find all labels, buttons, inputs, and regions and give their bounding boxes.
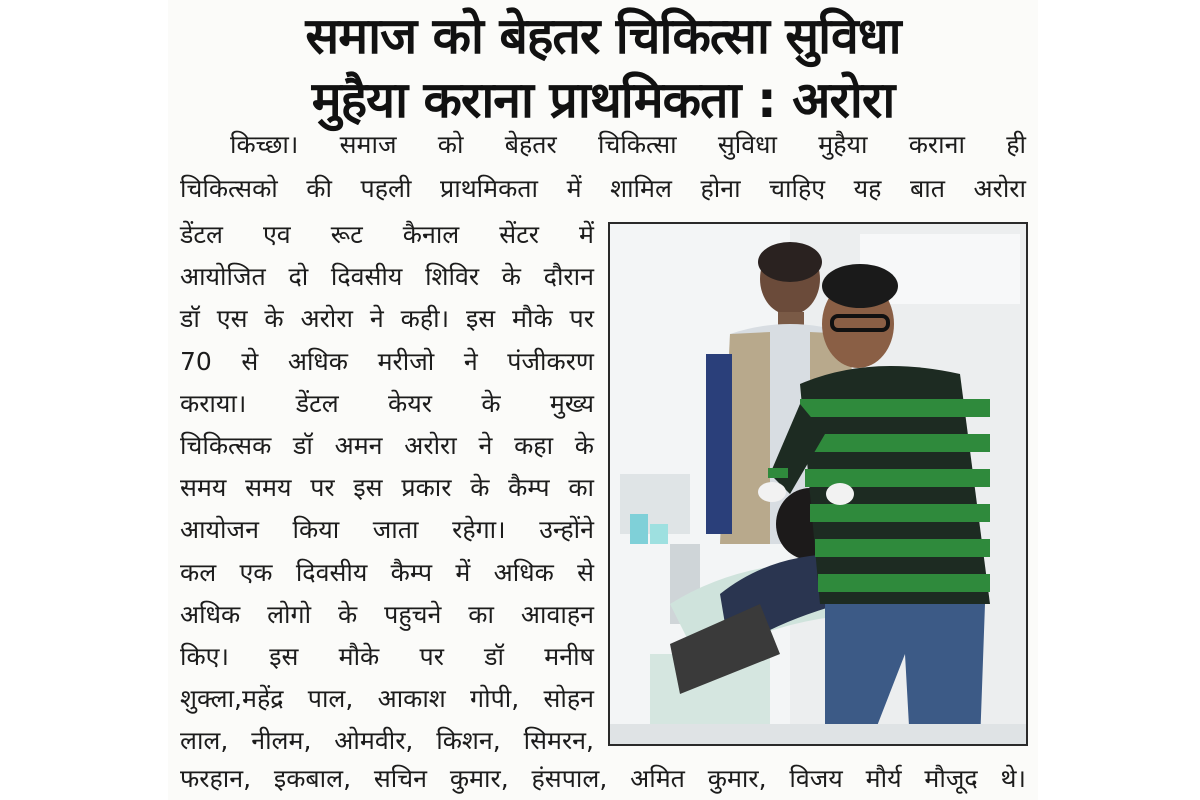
body-column (180, 214, 594, 762)
body-column-line: लाल, नीलम, ओमवीर, किशन, सिमरन, (180, 726, 594, 756)
body-line-1: किच्छा। समाज को बेहतर चिकित्सा सुविधा मुहैया कराना ही (230, 130, 1026, 159)
body-last-line: फरहान, इकबाल, सचिन कुमार, हंसपाल, अमित कुमार, विजय मौर्य मौजूद थे। (180, 764, 1026, 793)
body-line-2: चिकित्सको की पहली प्राथमिकता में शामिल होना चाहिए यह बात अरोरा (180, 174, 1026, 203)
body-column-line: आयोजन किया जाता रहेगा। उन्होंने (180, 515, 594, 545)
body-column-line: डेंटल एव रूट कैनाल सेंटर में (180, 220, 594, 249)
body-column-line: कराया। डेंटल केयर के मुख्य (180, 388, 594, 418)
body-column-line: कल एक दिवसीय कैम्प में अधिक से (180, 557, 594, 587)
headline-line-1: समाज को बेहतर चिकित्सा सुविधा (305, 7, 901, 65)
dental-camp-photo (608, 222, 1028, 746)
body-column-line: किए। इस मौके पर डॉ मनीष (180, 641, 594, 671)
body-column-line: समय समय पर इस प्रकार के कैम्प का (180, 473, 594, 503)
body-column-line: अधिक लोगो के पहुचने का आवाहन (180, 599, 594, 629)
newspaper-clipping (168, 0, 1038, 800)
headline-line-2: मुहैया कराना प्राथमिकता : अरोरा (311, 71, 895, 129)
body-column-line: चिकित्सक डॉ अमन अरोरा ने कहा के (180, 430, 594, 460)
body-column-line: 70 से अधिक मरीजो ने पंजीकरण (180, 346, 594, 376)
body-column-line: आयोजित दो दिवसीय शिविर के दौरान (180, 262, 594, 292)
body-column-line: शुक्ला,महेंद्र पाल, आकाश गोपी, सोहन (180, 684, 594, 714)
body-column-line: डॉ एस के अरोरा ने कही। इस मौके पर (180, 304, 594, 334)
